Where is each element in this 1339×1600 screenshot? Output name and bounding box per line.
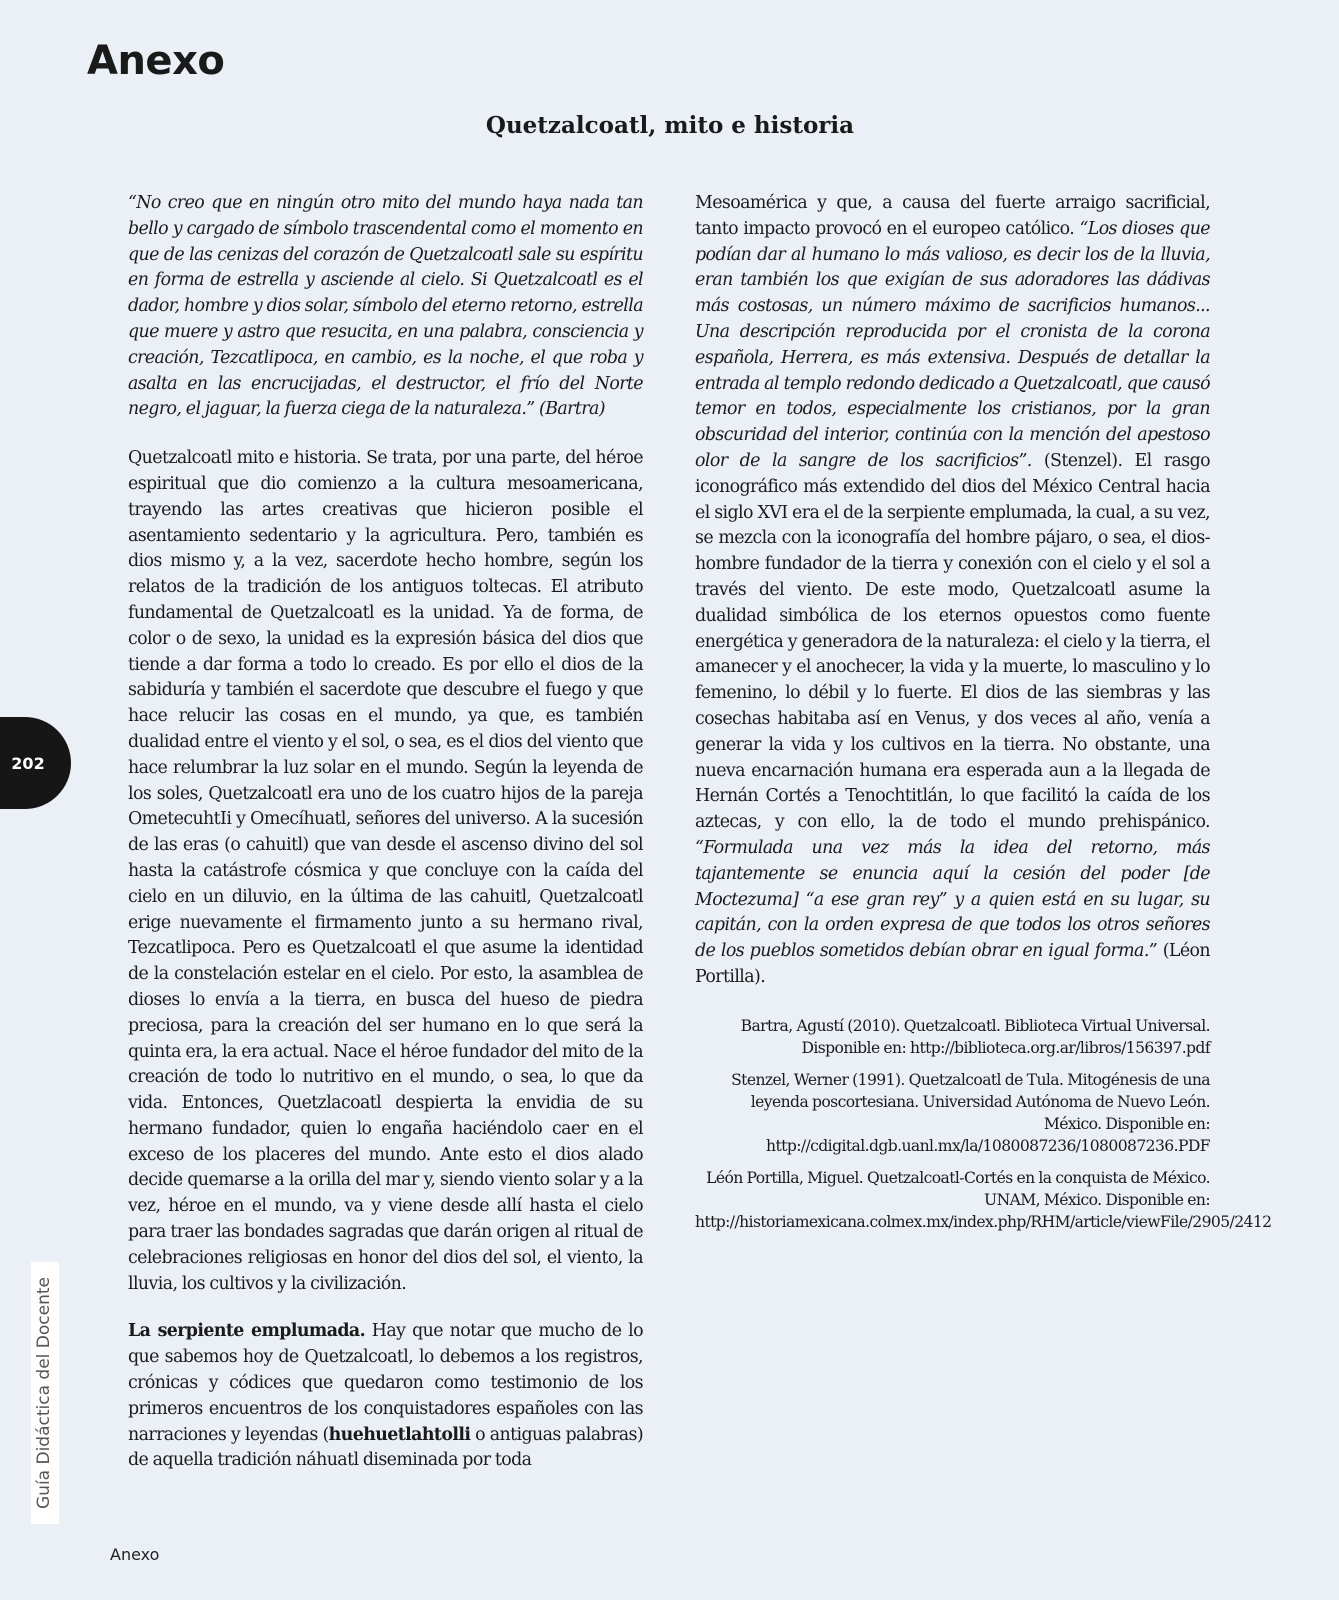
paragraph-2-text-b: o antiguas palabras) de aquella tradición náhuatl diseminada por toda [128,1424,644,1471]
footer-label: Anexo [110,1545,160,1564]
paragraph-2-text-d: (Léon Portilla). [695,941,1210,987]
leon-portilla-quote: “Formulada una vez más la idea del retorno, más tajantemente se enuncia aquí la cesión del poder [de Moctezuma] “a ese gran rey” y a quien está en su lugar, su capitán, con la orden expresa de que todos los otros señores de los pueblos sometidos debían obrar en igual forma.” [695,837,1210,962]
reference-item: Léón Portilla, Miguel. Quetzalcoatl-Cortés en la conquista de México. UNAM, México. Disponible en: http://historiamexicana.colmex.mx/index.php/RHM/article/viewFile/2905/2412 [695,1168,1272,1231]
epigraph-quote: “No creo que en ningún otro mito del mundo haya nada tan bello y cargado de símbolo trascendental como el momento en que de las cenizas del corazón de Quetzalcoatl sale su espíritu en forma de estrella y asciende al cielo. Si Quetzalcoatl es el dador, hombre y dios solar, símbolo del eterno retorno, estrella que muere y astro que resucita, en una palabra, consciencia y creación, Tezcatlipoca, en cambio, es la noche, el que roba y asalta en las encrucijadas, el destructor, el frío del Norte negro, el jaguar, la fuerza ciega de la naturaleza.” (Bartra) [128,193,643,420]
page-number: 202 [11,753,45,773]
section-heading: Anexo [87,38,225,84]
right-column [695,191,1272,1243]
page-number-tab [0,717,71,809]
body-paragraph-2-continued [695,191,1210,991]
left-column [128,191,643,1474]
reference-item: Bartra, Agustí (2010). Quetzalcoatl. Biblioteca Virtual Universal. Disponible en: http://biblioteca.org.ar/libros/156397.pdf [740,1016,1210,1057]
article-title: Quetzalcoatl, mito e historia [485,112,855,139]
references [695,1015,1272,1233]
paragraph-2-text-b: Mesoamérica y que, a causa del fuerte arraigo sacrificial, tanto impacto provocó en el europeo católico. [695,193,1210,239]
body-paragraph-1: Quetzalcoatl mito e historia. Se trata, por una parte, del héroe espiritual que dio comienzo a la cultura mesoamericana, trayendo las artes creativas que hicieron posible el asentamiento sedentario y la agricultura. Pero, también es dios mismo y, a la vez, sacerdote hecho hombre, según los relatos de la tradición de los antiguos toltecas. El atributo fundamental de Quetzalcoatl es la unidad. Ya de forma, de color o de sexo, la unidad es la expresión básica del dios que tiende a dar forma a todo lo creado. Es por ello el dios de la sabiduría y también el sacerdote que descubre el fuego y que hace relucir las cosas en el mundo, ya que, es también dualidad entre el viento y el sol, o sea, es el dios del viento que hace relumbrar la luz solar en el mundo. Según la leyenda de los soles, Quetzalcoatl era uno de los cuatro hijos de la pareja OmetecuhtIi y Omecíhuatl, señores del universo. A la sucesión de las eras (o cahuitl) que van desde el ascenso divino del sol hasta la catástrofe cósmica y que concluye con la caída del cielo en un diluvio, en la última de las cahuitl, Quetzalcoatl erige nuevamente el firmamento junto a su hermano rival, Tezcatlipoca. Pero es Quetzalcoatl el que asume la identidad de la constelación estelar en el cielo. Por esto, la asamblea de dioses lo envía a la tierra, en busca del hueso de piedra preciosa, para la creación del ser humano en lo que será la quinta era, la era actual. Nace el héroe fundador del mito de la creación de todo lo nutritivo en el mundo, o sea, lo que da vida. Entonces, Quetzlacoatl despierta la envidia de su hermano fundador, quien lo engaña haciéndolo caer en el exceso de los placeres del mundo. Ante esto el dios alado decide quemarse a la orilla del mar y, siendo viento solar y a la vez, héroe en el mundo, va y viene desde allí hasta el cielo para traer las bondades sagradas que darán origen al ritual de celebraciones religiosas en honor del dios del sol, el viento, la lluvia, los cultivos y la civilización. [128,448,643,1294]
stenzel-quote: “Los dioses que podían dar al humano lo más valioso, es decir los de la lluvia, eran también los que exigían de sus adoradores las dádivas más costosas, un número máximo de sacrificios humanos... Una descripción reproducida por el cronista de la corona española, Herrera, es más extensiva. Después de detallar la entrada al templo redondo dedicado a Quetzalcoatl, que causó temor en todos, especialmente los cristianos, por la gran obscuridad del interior, continúa con la mención del apestoso olor de la sangre de los sacrificios”. [695,218,1210,471]
body-paragraph-2-start [128,1319,643,1474]
paragraph-2-text-c: (Stenzel). El rasgo iconográfico más extendido del dios del México Central hacia el siglo XVI era el de la serpiente emplumada, la cual, a su vez, se mezcla con la iconografía del hombre pájaro, o sea, el dios-hombre fundador de la tierra y conexión con el cielo y el sol a través del viento. De este modo, Quetzalcoatl asume la dualidad simbólica de los eternos opuestos como fuente energética y generadora de la naturaleza: el cielo y la tierra, el amanecer y el anochecer, la vida y la muerte, lo masculino y lo femenino, lo débil y lo fuerte. El dios de las siembras y las cosechas habitaba así en Venus, y dos veces al año, venía a generar la vida y los cultivos en la tierra. No obstante, una nueva encarnación humana era esperada aun a la llegada de Hernán Cortés a Tenochtitlán, lo que facilitó la caída de los aztecas, y con ello, la de todo el mundo prehispánico. [695,450,1210,833]
paragraph-lead: La serpiente emplumada. [128,1321,366,1342]
paragraph-2-text-a: Hay que notar que mucho de lo que sabemos hoy de Quetzalcoatl, lo debemos a los registros, crónicas y códices que quedaron como testimonio de los primeros encuentros de los conquistadores españoles con las narraciones y leyendas ( [128,1321,643,1445]
reference-item: Stenzel, Werner (1991). Quetzalcoatl de Tula. Mitogénesis de una leyenda poscortesiana. Universidad Autónoma de Nuevo León. México. Disponible en: http://cdigital.dgb.uanl.mx/la/1080087236/1080087236.PDF [731,1070,1210,1155]
guide-label: Guía Didáctica del Docente [34,1277,54,1509]
paragraph-2-continuation [695,191,1210,991]
term-huehuetlahtolli: huehuetlahtolli [328,1424,471,1445]
